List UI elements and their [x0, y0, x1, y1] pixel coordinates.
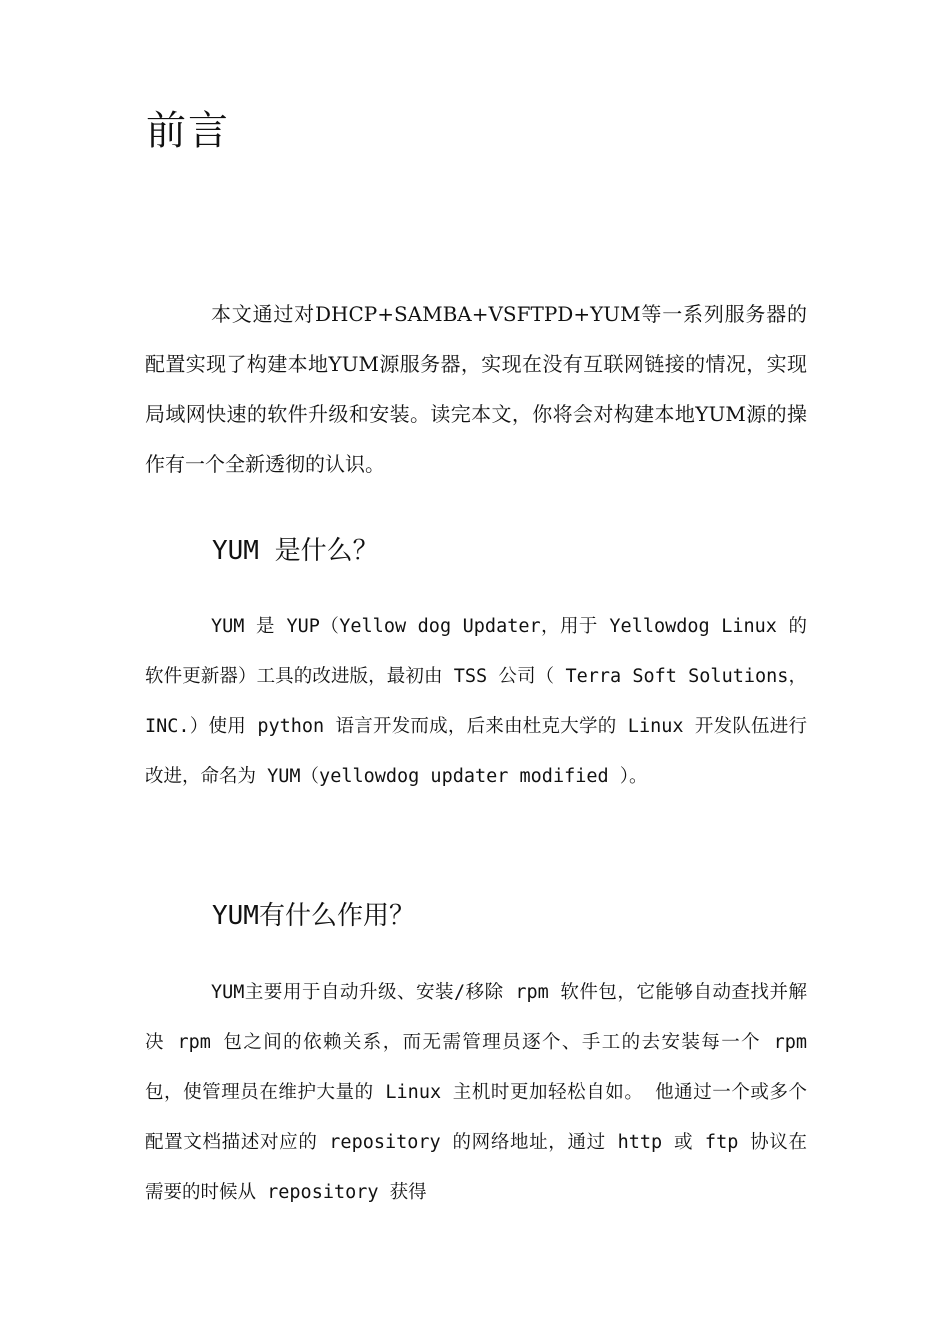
- intro-paragraph: 本文通过对DHCP+SAMBA+VSFTPD+YUM等一系列服务器的配置实现了构建本地YUM源服务器，实现在没有互联网链接的情况，实现局域网快速的软件升级和安装。读完本文，你将会对构建本地YUM源的操作有一个全新透彻的认识。: [145, 302, 807, 476]
- page-title: 前言: [146, 108, 230, 154]
- section-heading-what-is-yum: YUM 是什么？: [212, 536, 379, 566]
- section-body-what-is-yum: YUM 是 YUP（Yellow dog Updater，用于 Yellowdog Linux 的软件更新器）工具的改进版，最初由 TSS 公司（ Terra Soft Solutions，INC.）使用 python 语言开发而成，后来由杜克大学的 Linux 开发队伍进行改进，命名为 YUM（yellowdog updater modified ）。: [145, 616, 807, 787]
- section-heading-yum-purpose: YUM有什么作用？: [212, 901, 415, 931]
- section-body-yum-purpose: YUM主要用于自动升级、安装/移除 rpm 软件包，它能够自动查找并解决 rpm 包之间的依赖关系，而无需管理员逐个、手工的去安装每一个 rpm 包，使管理员在维护大量的 Linux 主机时更加轻松自如。 他通过一个或多个配置文档描述对应的 repository 的网络地址，通过 http 或 ftp 协议在需要的时候从 repository 获得: [145, 982, 807, 1203]
